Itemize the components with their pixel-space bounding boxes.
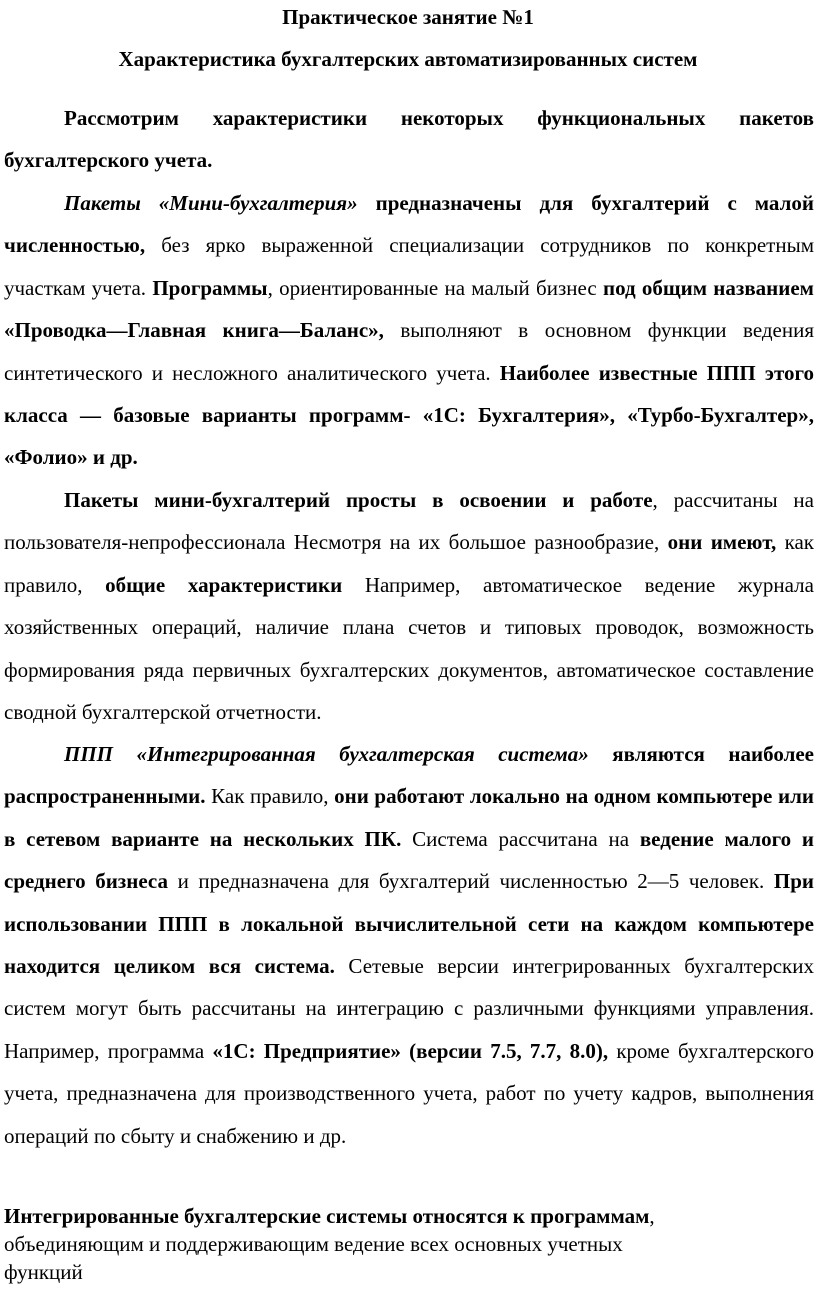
text-run: являются наиболее распространенными. xyxy=(4,742,814,809)
text-run: без ярко выраженной специализации сотрудников по конкретным участкам учета. xyxy=(4,233,814,300)
text-run: ППП «Интегрированная бухгалтерская система» xyxy=(64,742,589,766)
paragraph-mini-features xyxy=(4,479,814,733)
text-run: Например, автоматическое ведение журнала хозяйственных операций, наличие плана счетов и типовых проводок, возможность формирования ряда первичных бухгалтерских документов, автоматическое составление сводной бухгалтерской отчетности. xyxy=(4,572,814,725)
definition-comma: , xyxy=(649,1204,655,1228)
definition-line-2: объединяющим и поддерживающим ведение всех основных учетных xyxy=(4,1232,623,1256)
text-run: При использовании ППП в локальной вычислительной сети на каждом компьютере находится целиком вся система. xyxy=(4,869,814,979)
text-run: Рассмотрим характеристики некоторых функциональных пакетов бухгалтерского учета. xyxy=(4,106,814,173)
text-run: Пакеты «Мини-бухгалтерия» xyxy=(64,191,358,215)
document-subtitle: Характеристика бухгалтерских автоматизированных систем xyxy=(118,47,698,71)
paragraph-integrated-definition xyxy=(4,1202,814,1286)
paragraph-integrated-systems xyxy=(4,733,814,1157)
text-run: и предназначена для бухгалтерий численностью 2—5 человек. xyxy=(168,869,774,894)
paragraph-mini-accounting xyxy=(4,182,814,479)
text-run: выполняют в основном функции ведения синтетического и несложного аналитического учета. xyxy=(4,318,814,385)
text-run: Программы xyxy=(152,275,268,300)
text-run: Пакеты мини-бухгалтерий просты в освоении и работе xyxy=(64,488,653,512)
text-run: Как правило, xyxy=(205,784,335,809)
definition-line-3: функций xyxy=(4,1260,83,1284)
text-run: они имеют, xyxy=(667,530,777,555)
text-run: , ориентированные на малый бизнес xyxy=(267,275,603,300)
definition-bold-text: Интегрированные бухгалтерские системы относятся к программам xyxy=(4,1204,650,1228)
document-title: Практическое занятие №1 xyxy=(282,5,534,29)
text-run: «1С: Предприятие» (версии 7.5, 7.7, 8.0), xyxy=(212,1038,609,1063)
text-run: ведение малого и среднего бизнеса xyxy=(4,826,815,894)
text-run: Наиболее известные ППП этого класса — базовые варианты программ- «1С: Бухгалтерия», «Турбо-Бухгалтер», «Фолио» и др. xyxy=(4,360,815,470)
text-run: они работают локально на одном компьютере или в сетевом варианте на нескольких ПК. xyxy=(4,784,814,851)
text-run: Система рассчитана на xyxy=(401,826,640,851)
text-run: под общим названием «Проводка—Главная книга—Баланс», xyxy=(4,275,814,343)
text-run: Сетевые версии интегрированных бухгалтерских систем могут быть рассчитаны на интеграцию с различными функциями управления. Например, программа xyxy=(4,954,814,1063)
text-run: как правило, xyxy=(4,530,814,597)
text-run: , рассчитаны на пользователя-непрофессионала Несмотря на их большое разнообразие, xyxy=(4,488,814,555)
text-run: кроме бухгалтерского учета, предназначена для производственного учета, работ по учету кадров, выполнения операций по сбыту и снабжению и др. xyxy=(4,1038,814,1148)
paragraph-intro xyxy=(4,97,814,182)
text-run: общие характеристики xyxy=(105,572,343,597)
text-run: предназначены для бухгалтерий с малой численностью, xyxy=(4,191,814,258)
